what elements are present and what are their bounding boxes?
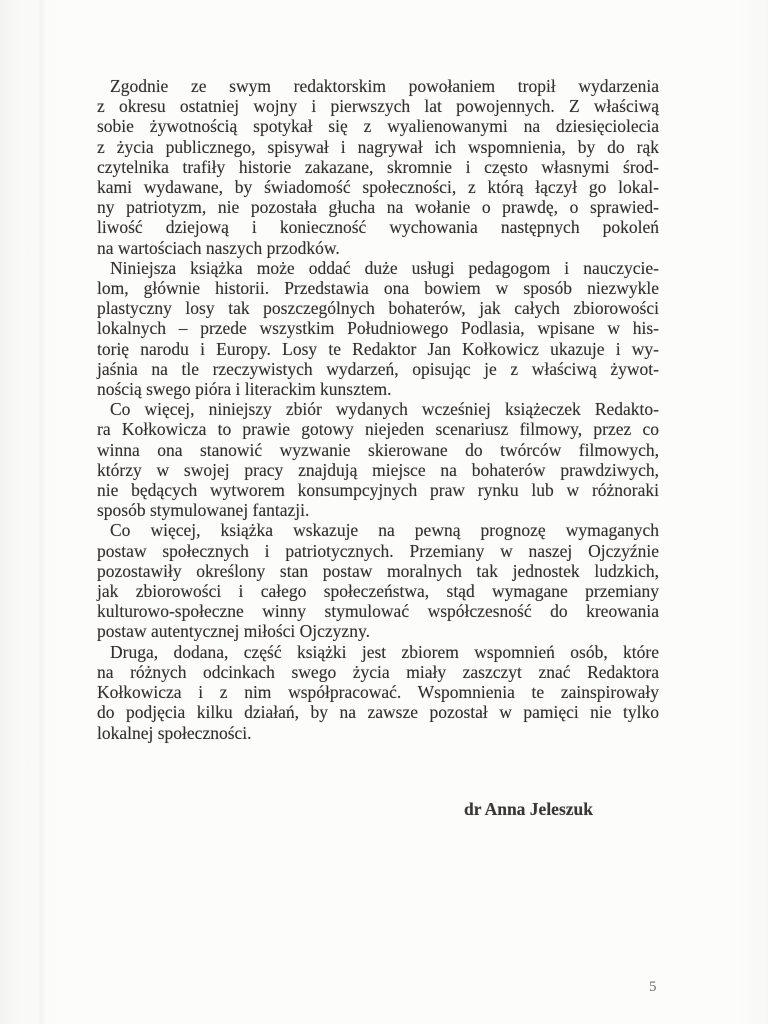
text-line: lokalnej społeczności. bbox=[97, 722, 252, 743]
text-line: plastyczny losy tak poszczególnych bohaterów, jak całych zbiorowości bbox=[97, 298, 659, 319]
text-line: z życia publicznego, spisywał i nagrywał ich wspomnienia, by do rąk bbox=[97, 136, 659, 157]
text-line: winna ona stanowić wyzwanie skierowane do twórców filmowych, bbox=[97, 439, 659, 460]
text-line: lom, głównie historii. Przedstawia ona bowiem w sposób niezwykle bbox=[97, 278, 659, 299]
text-line: ra Kołkowicza to prawie gotowy niejeden scenariusz filmowy, przez co bbox=[97, 419, 659, 440]
paragraph bbox=[97, 76, 659, 258]
text-line: liwość dziejową i konieczność wychowania następnych pokoleń bbox=[97, 217, 659, 238]
text-line: jaśnia na tle rzeczywistych wydarzeń, opisując je z właściwą żywot- bbox=[97, 358, 659, 379]
text-line: Zgodnie ze swym redaktorskim powołaniem tropił wydarzenia bbox=[110, 76, 659, 96]
text-line: postaw autentycznej miłości Ojczyzny. bbox=[97, 621, 370, 642]
text-line: Niniejsza książka może oddać duże usługi pedagogom i nauczycie- bbox=[110, 257, 659, 278]
text-line: czytelnika trafiły historie zakazane, skromnie i często własnymi środ- bbox=[97, 156, 659, 177]
paragraph bbox=[97, 258, 659, 399]
text-line: pozostawiły określony stan postaw moralnych tak jednostek ludzkich, bbox=[97, 560, 659, 581]
text-line: Kołkowicza i z nim współpracować. Wspomnienia te zainspirowały bbox=[97, 682, 659, 703]
paragraph bbox=[97, 520, 659, 641]
text-line: nie będących wytworem konsumpcyjnych praw rynku lub w różnoraki bbox=[97, 480, 659, 501]
page-number: 5 bbox=[649, 979, 657, 995]
text-line: sposób stymulowanej fantazji. bbox=[97, 500, 310, 521]
text-line: Druga, dodana, część książki jest zbiorem wspomnień osób, które bbox=[110, 641, 659, 662]
text-line: nością swego pióra i literackim kunsztem. bbox=[97, 379, 392, 400]
body-text bbox=[97, 76, 659, 743]
text-line: Co więcej, książka wskazuje na pewną prognozę wymaganych bbox=[110, 520, 659, 541]
text-line: kulturowo-społeczne winny stymulować współczesność do kreowania bbox=[97, 601, 659, 622]
text-line: lokalnych – przede wszystkim Południowego Podlasia, wpisane w his- bbox=[97, 318, 659, 339]
text-line: na różnych odcinkach swego życia miały zaszczyt znać Redaktora bbox=[97, 661, 659, 682]
text-line: do podjęcia kilku działań, by na zawsze pozostał w pamięci nie tylko bbox=[97, 702, 659, 723]
text-line: kami wydawane, by świadomość społeczności, z którą łączył go lokal- bbox=[97, 177, 659, 198]
text-line: z okresu ostatniej wojny i pierwszych lat powojennych. Z właściwą bbox=[97, 96, 659, 117]
text-line: na wartościach naszych przodków. bbox=[97, 237, 340, 258]
text-line: Co więcej, niniejszy zbiór wydanych wcześniej książeczek Redakto- bbox=[110, 399, 659, 420]
paragraph bbox=[97, 642, 659, 743]
text-line: którzy w swojej pracy znajdują miejsce na bohaterów prawdziwych, bbox=[97, 459, 659, 480]
text-line: torię narodu i Europy. Losy te Redaktor Jan Kołkowicz ukazuje i wy- bbox=[97, 338, 659, 359]
text-line: ny patriotyzm, nie pozostała głucha na wołanie o prawdę, o sprawied- bbox=[97, 197, 659, 218]
text-line: postaw społecznych i patriotycznych. Przemiany w naszej Ojczyźnie bbox=[97, 540, 659, 561]
signature: dr Anna Jeleszuk bbox=[463, 799, 593, 819]
paragraph bbox=[97, 399, 659, 520]
text-line: sobie żywotnością spotykał się z wyalienowanymi na dziesięciolecia bbox=[97, 116, 659, 137]
text-line: jak zbiorowości i całego społeczeństwa, stąd wymagane przemiany bbox=[97, 581, 659, 602]
